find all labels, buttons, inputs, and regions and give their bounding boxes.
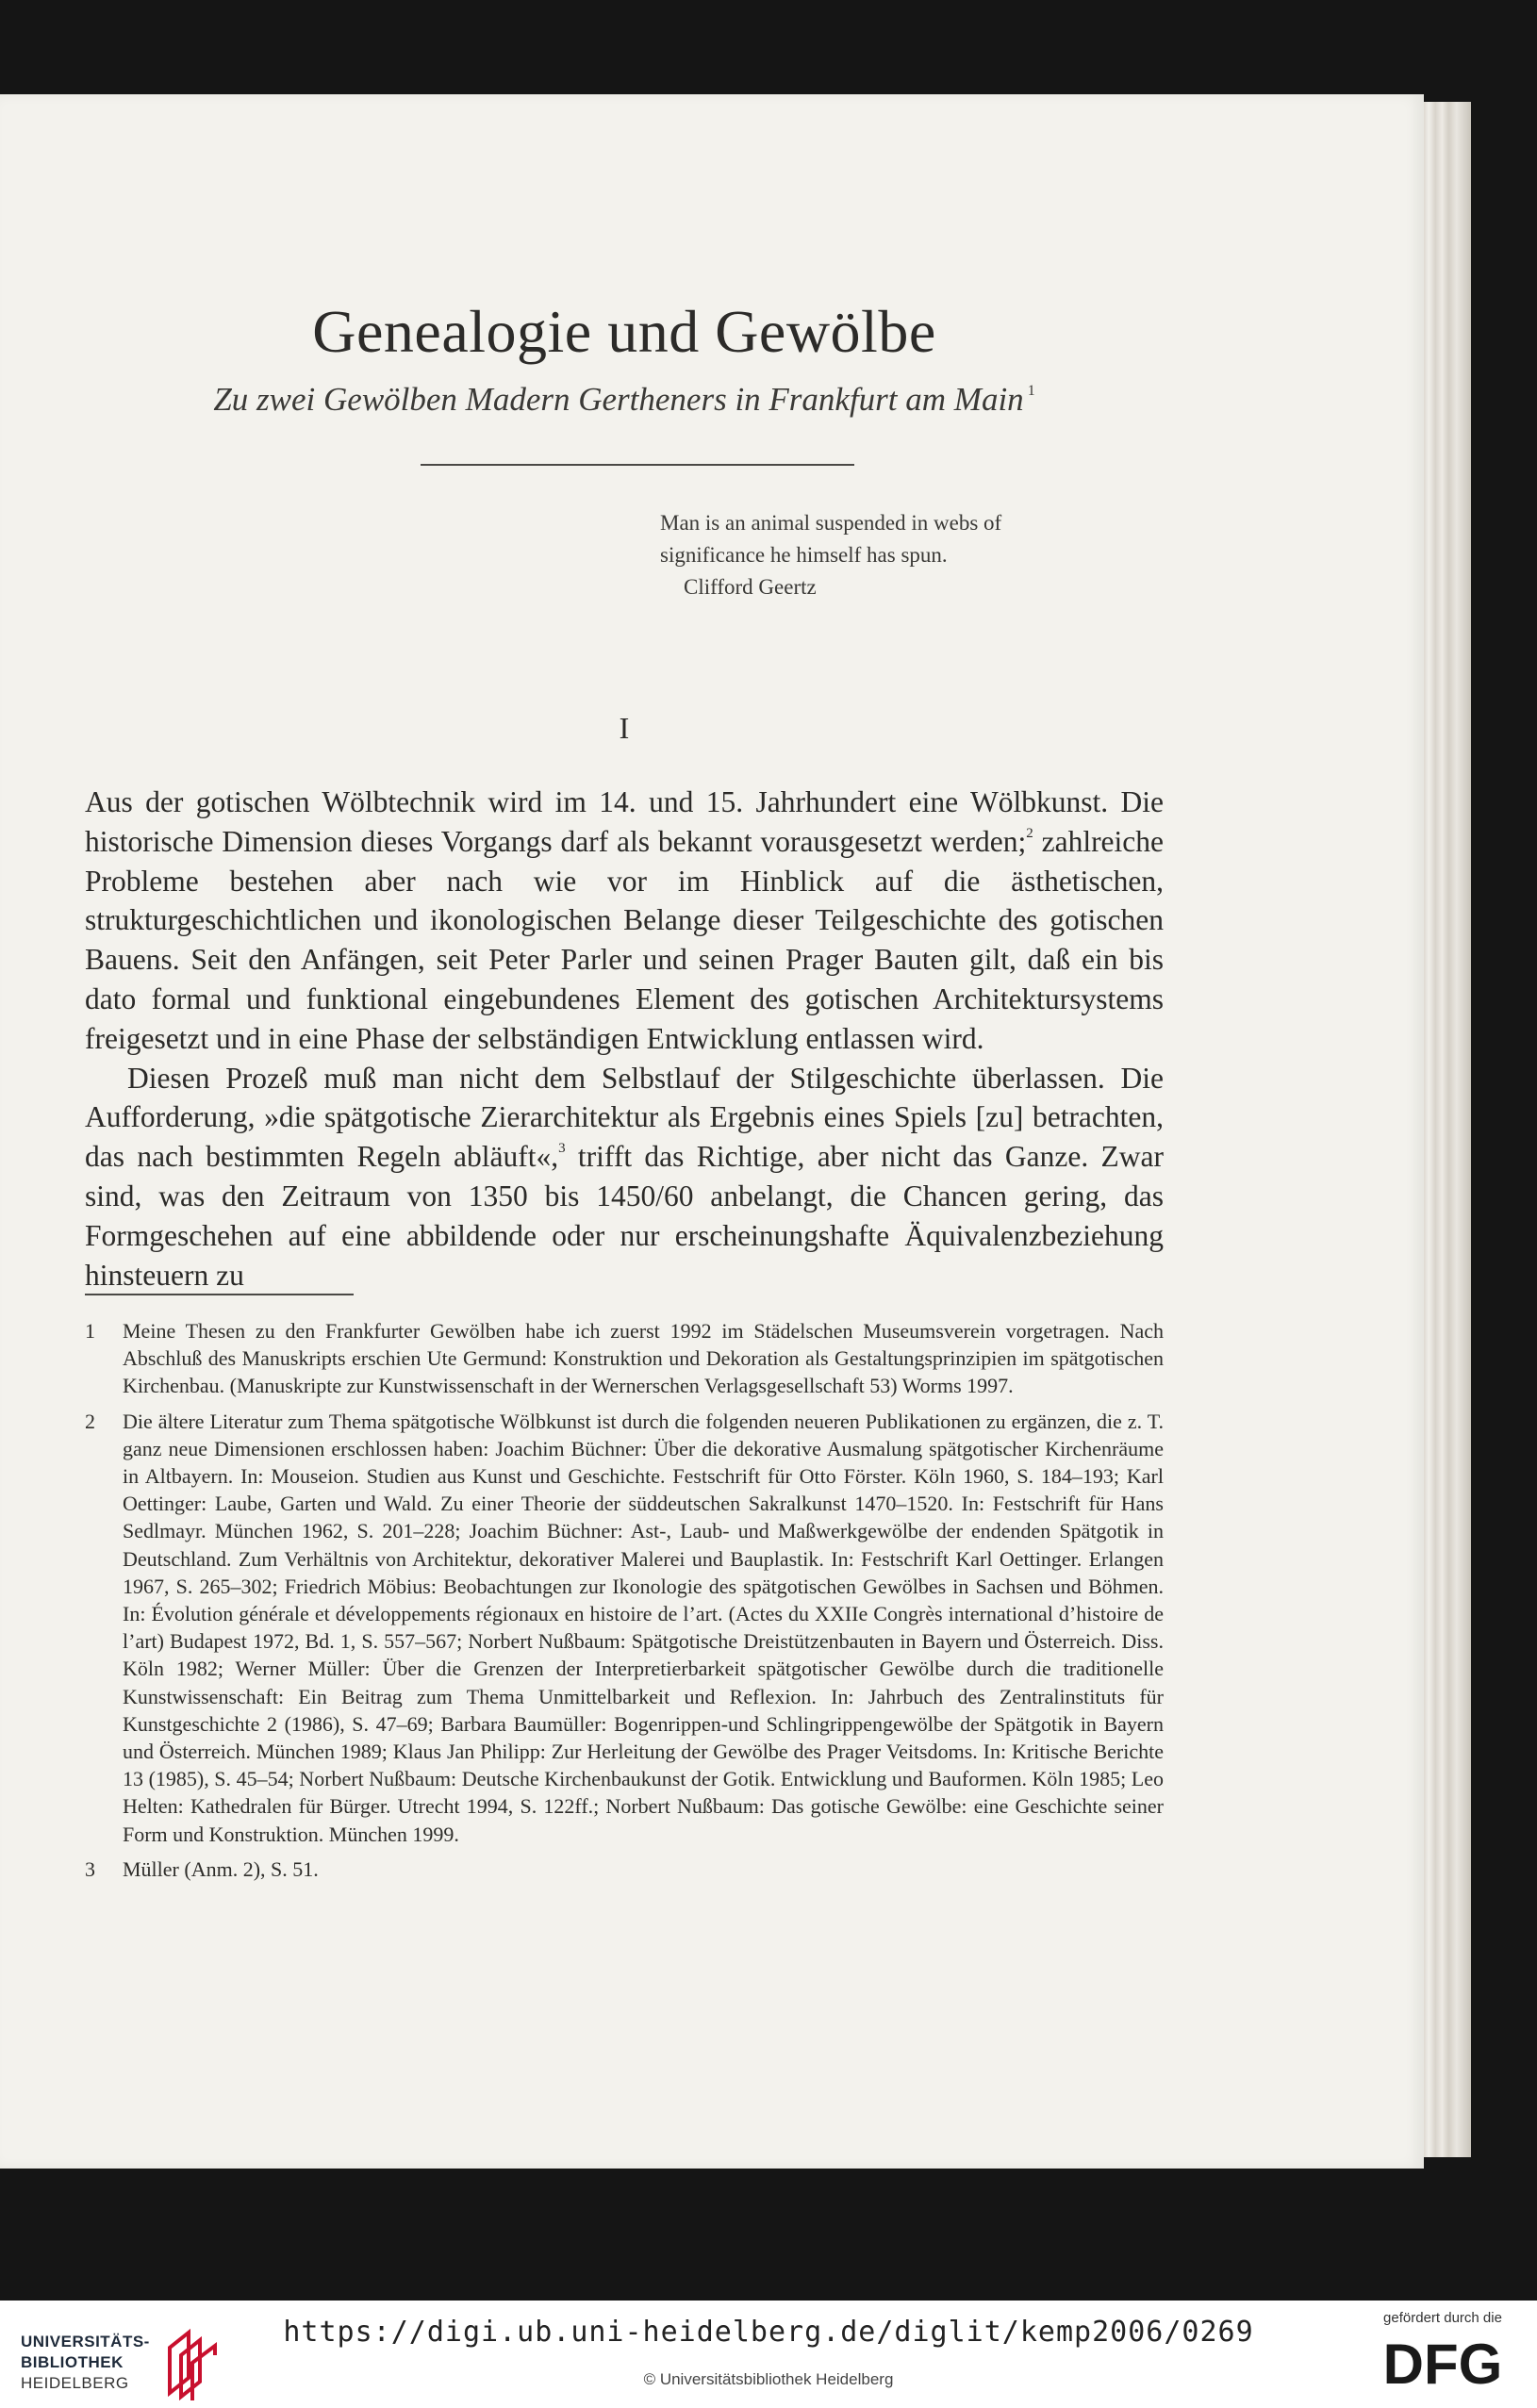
library-name-line-2: BIBLIOTHEK xyxy=(21,2353,124,2371)
footnote-text: Meine Thesen zu den Frankfurter Gewölben habe ich zuerst 1992 im Städelschen Museumsverein vorgetragen. Nach Abschluß des Manuskripts erschien Ute Germund: Konstruktion und Dekoration als Gestaltungsprinzipien im spätgotischen Kirchenbau. (Manuskripte zur Kunstwissenschaft in der Wernerschen Verlagsgesellschaft 53) Worms 1997. xyxy=(123,1319,1164,1398)
paragraph-2 xyxy=(85,1059,1164,1295)
footnote-text: Die ältere Literatur zum Thema spätgotische Wölbkunst ist durch die folgenden neueren Publikationen zu ergänzen, die z. T. ganz neue Dimensionen erschlossen haben: Joachim Büchner: Über die dekorative Ausmalung spätgotischer Kirchenräume in Altbayern. In: Mouseion. Studien aus Kunst und Geschichte. Festschrift für Otto Förster. Köln 1960, S. 184–193; Karl Oettinger: Laube, Garten und Wald. Zu einer Theorie der süddeutschen Sakralkunst 1470–1520. In: Festschrift für Hans Sedlmayr. München 1962, S. 201–228; Joachim Büchner: Ast-, Laub- und Maßwerkgewölbe der endenden Spätgotik in Deutschland. Zum Verhältnis von Architektur, dekorativer Malerei und Bauplastik. In: Festschrift Karl Oettinger. Erlangen 1967, S. 265–302; Friedrich Möbius: Beobachtungen zur Ikonologie des spätgotischen Gewölbes in Sachsen und Böhmen. In: Évolution générale et développements régionaux en histoire de l’art. (Actes du XXIIe Congrès international d’histoire de l’art) Budapest 1972, Bd. 1, S. 557–567; Norbert Nußbaum: Spätgotische Dreistützenbauten in Bayern und Österreich. Diss. Köln 1982; Werner Müller: Über die Grenzen der Interpretierbarkeit spätgotischer Gewölbe durch die traditionelle Kunstwissenschaft: Ein Beitrag zum Thema Unmittelbarkeit und Reflexion. In: Jahrbuch des Zentralinstituts für Kunstgeschichte 2 (1986), S. 47–69; Barbara Baumüller: Bogenrippen-und Schlingrippengewölbe der Spätgotik in Bayern und Österreich. München 1989; Klaus Jan Philipp: Zur Herleitung der Gewölbe des Prager Veitsdoms. In: Kritische Berichte 13 (1985), S. 45–54; Norbert Nußbaum: Deutsche Kirchenbaukunst der Gotik. Entwicklung und Bauformen. Köln 1985; Leo Helten: Kathedralen für Bürger. Utrecht 1994, S. 122ff.; Norbert Nußbaum: Das gotische Gewölbe: eine Geschichte seiner Form und Konstruktion. München 1999. xyxy=(123,1409,1164,1846)
epigraph-author: Clifford Geertz xyxy=(684,575,817,599)
page-subtitle xyxy=(85,381,1164,419)
dfg-logo-text: DFG xyxy=(1382,2333,1503,2393)
book-page xyxy=(0,94,1424,2169)
epigraph-line-2: significance he himself has spun. xyxy=(660,543,948,567)
footnote-2 xyxy=(85,1408,1164,1848)
page-title: Genealogie und Gewölbe xyxy=(312,298,936,365)
page-url-link[interactable]: https://digi.ub.uni-heidelberg.de/diglit/kemp2006/0269 xyxy=(283,2316,1254,2349)
footnote-marker: 3 xyxy=(558,1141,566,1157)
paragraph-text: zahlreiche Probleme bestehen aber nach wie vor im Hinblick auf die ästhetischen, strukturgeschichtlichen und ikonologischen Belange dieser Teilgeschichte des gotischen Bauens. Seit den Anfängen, seit Peter Parler und seinen Prager Bauten gilt, daß ein bis dato formal und funktional eingebundenes Element des gotischen Architektursystems freigesetzt und in eine Phase der selbständigen Entwicklung entlassen wird. xyxy=(85,824,1165,1055)
title-divider xyxy=(421,464,854,466)
epigraph xyxy=(660,507,1132,603)
copyright-notice: © Universitätsbibliothek Heidelberg xyxy=(643,2370,894,2388)
subtitle-text: Zu zwei Gewölben Madern Gertheners in Frankfurt am Main xyxy=(213,381,1024,418)
library-name-line-3: HEIDELBERG xyxy=(21,2374,129,2392)
footnote-3 xyxy=(85,1855,1164,1883)
section-numeral: I xyxy=(619,711,630,745)
body-text xyxy=(85,783,1164,1295)
footnote-number: 3 xyxy=(85,1856,95,1881)
footnote-1 xyxy=(85,1317,1164,1400)
epigraph-line-1: Man is an animal suspended in webs of xyxy=(660,511,1002,535)
paragraph-text: trifft das Richtige, aber nicht das Ganze. Zwar sind, was den Zeitraum von 1350 bis 1450/60 anbelangt, die Chancen gering, das Formgeschehen auf eine abbildende oder nur erscheinungshafte Äquivalenzbeziehung hinsteuern zu xyxy=(85,1140,1164,1292)
funding-label: gefördert durch die xyxy=(1383,2310,1502,2326)
library-name-line-1: UNIVERSITÄTS- xyxy=(21,2333,150,2350)
dfg-logo-icon[interactable] xyxy=(1367,2333,1518,2393)
paragraph-text: Aus der gotischen Wölbtechnik wird im 14. und 15. Jahrhundert eine Wölbkunst. Die historische Dimension dieses Vorgangs darf als bekannt vorausgesetzt werden; xyxy=(85,785,1164,858)
subtitle-footnote-marker: 1 xyxy=(1027,383,1035,399)
paragraph-text: Diesen Prozeß muß man nicht dem Selbstlauf der Stilgeschichte überlassen. Die Aufforderung, »die spätgotische Zierarchitektur als Ergebnis eines Spiels [zu] betrachten, das nach bestimmten Regeln abläuft«, xyxy=(85,1061,1164,1174)
footnote-marker: 2 xyxy=(1026,825,1033,841)
digital-library-footer xyxy=(0,2301,1537,2408)
footnote-divider xyxy=(85,1294,354,1295)
footnote-text: Müller (Anm. 2), S. 51. xyxy=(123,1856,319,1881)
footnotes xyxy=(85,1317,1164,1890)
footnote-number: 1 xyxy=(85,1319,95,1343)
footnote-number: 2 xyxy=(85,1409,95,1433)
paragraph-1 xyxy=(85,783,1164,1059)
page-content xyxy=(85,94,1164,2169)
